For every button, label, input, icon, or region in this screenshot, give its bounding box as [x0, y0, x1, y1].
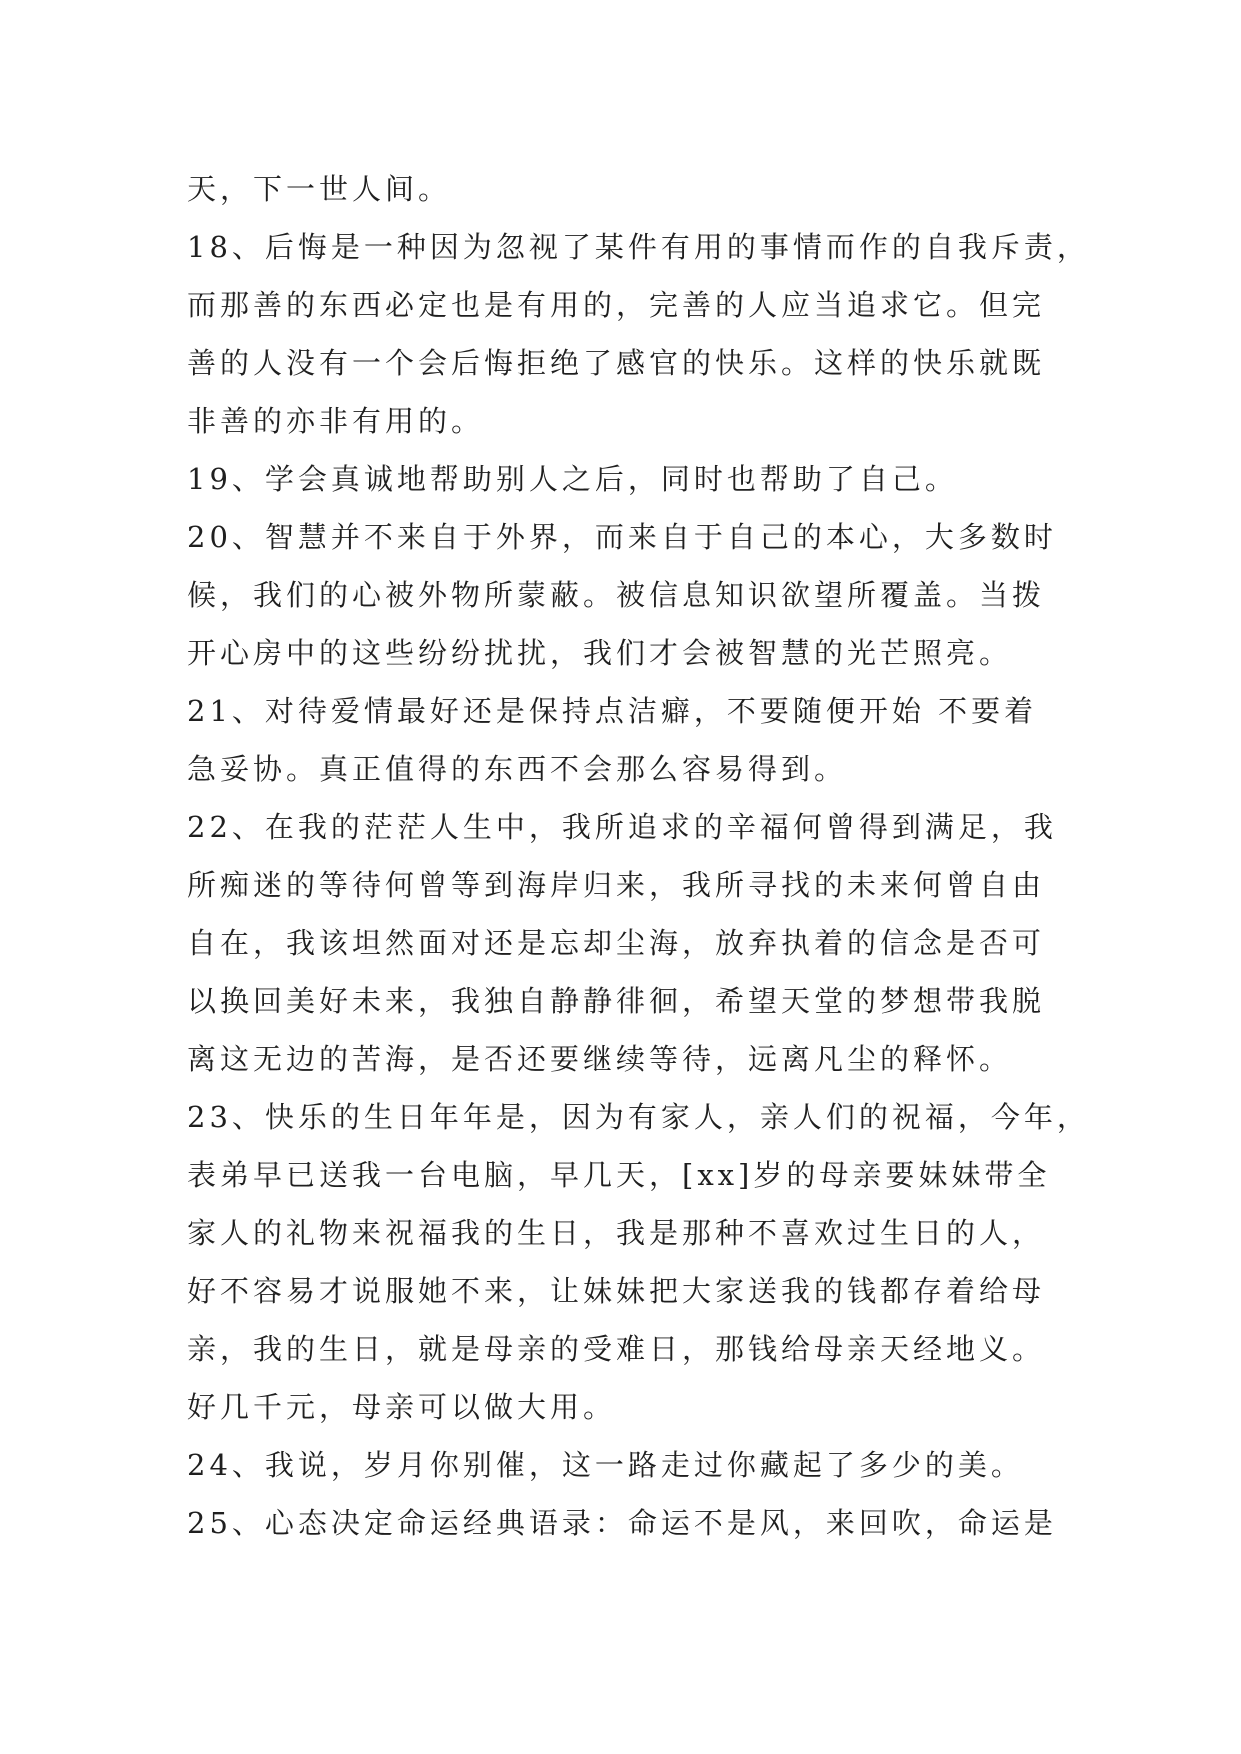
text-line: 候，我们的心被外物所蒙蔽。被信息知识欲望所覆盖。当拨: [187, 578, 1046, 612]
text-line: 18、后悔是一种因为忽视了某件有用的事情而作的自我斥责，: [187, 230, 1090, 264]
body-text: [187, 160, 1090, 1552]
text-line: 亲，我的生日，就是母亲的受难日，那钱给母亲天经地义。: [187, 1332, 1046, 1366]
text-line: 23、快乐的生日年年是，因为有家人，亲人们的祝福，今年，: [187, 1100, 1090, 1134]
text-line: 善的人没有一个会后悔拒绝了感官的快乐。这样的快乐就既: [187, 346, 1046, 380]
text-line: 而那善的东西必定也是有用的，完善的人应当追求它。但完: [187, 288, 1046, 322]
text-line: 22、在我的茫茫人生中，我所追求的辛福何曾得到满足，我: [187, 810, 1057, 844]
text-line: 好几千元，母亲可以做大用。: [187, 1390, 617, 1424]
text-line: 开心房中的这些纷纷扰扰，我们才会被智慧的光芒照亮。: [187, 636, 1013, 670]
text-line: 25、心态决定命运经典语录：命运不是风，来回吹，命运是: [187, 1506, 1057, 1540]
text-line: 非善的亦非有用的。: [187, 404, 485, 438]
text-line: 天，下一世人间。: [187, 172, 452, 206]
text-line: 19、学会真诚地帮助别人之后，同时也帮助了自己。: [187, 462, 958, 496]
text-line: 自在，我该坦然面对还是忘却尘海，放弃执着的信念是否可: [187, 926, 1046, 960]
text-line: 以换回美好未来，我独自静静徘徊，希望天堂的梦想带我脱: [187, 984, 1046, 1018]
text-line: 好不容易才说服她不来，让妹妹把大家送我的钱都存着给母: [187, 1274, 1046, 1308]
text-line: 表弟早已送我一台电脑，早几天，[xx]岁的母亲要妹妹带全: [187, 1158, 1051, 1192]
text-line: 离这无边的苦海，是否还要继续等待，远离凡尘的释怀。: [187, 1042, 1013, 1076]
text-line: 家人的礼物来祝福我的生日，我是那种不喜欢过生日的人，: [187, 1216, 1046, 1250]
text-line: 20、智慧并不来自于外界，而来自于自己的本心，大多数时: [187, 520, 1057, 554]
text-line: 所痴迷的等待何曾等到海岸归来，我所寻找的未来何曾自由: [187, 868, 1046, 902]
text-line: 急妥协。真正值得的东西不会那么容易得到。: [187, 752, 848, 786]
text-line: 24、我说，岁月你别催，这一路走过你藏起了多少的美。: [187, 1448, 1024, 1482]
text-line: 21、对待爱情最好还是保持点洁癖，不要随便开始 不要着: [187, 694, 1038, 728]
